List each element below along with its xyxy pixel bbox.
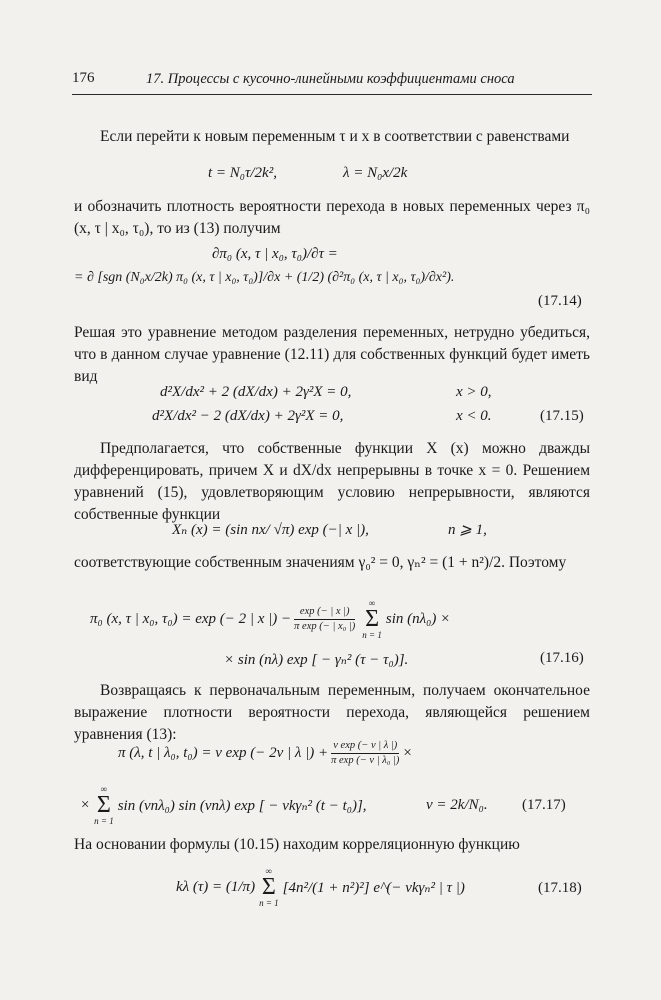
summation-sign: [94, 784, 114, 826]
paragraph-3: Решая это уравнение методом разделения переменных, нетрудно убедиться, что в данном случае уравнение (12.11) для собственных функций будет иметь вид: [74, 324, 590, 385]
paragraph-7: На основании формулы (10.15) находим корреляционную функцию: [74, 836, 520, 853]
times-sign: ×: [80, 796, 91, 813]
paragraph-1: Если перейти к новым переменным τ и x в соответствии с равенствами: [100, 128, 570, 145]
equation-17-15-condition2: x < 0.: [456, 408, 492, 424]
summation-sign: [259, 866, 279, 908]
equation-17-17-line2: [80, 784, 367, 826]
equation-17-16-line1: [90, 598, 450, 640]
equation-17-17-fraction: [331, 740, 399, 767]
times-sign: ×: [402, 745, 413, 761]
paragraph-6: Возвращаясь к первоначальным переменным, получаем окончательное выражение плотности вероятности перехода, являющейся решением уравнения (13):: [74, 682, 590, 743]
sum-lower-limit: n = 1: [94, 816, 114, 826]
equation-17-14-line1: ∂π₀ (x, τ | x₀, τ₀)/∂τ =: [212, 246, 338, 262]
equation-17-16-fraction: [294, 606, 355, 633]
equation-substitution-lambda: λ = N₀x/2k: [343, 165, 408, 181]
equation-17-18: [176, 866, 465, 908]
sigma-symbol: Σ: [365, 606, 380, 632]
paragraph-5: соответствующие собственным значениям γ₀² = 0, γₙ² = (1 + n²)/2. Поэтому: [74, 554, 567, 571]
sigma-symbol: Σ: [96, 792, 111, 818]
equation-number-17-18: (17.18): [538, 880, 582, 896]
equation-17-17-condition: ν = 2k/N₀.: [426, 797, 488, 813]
equation-number-17-15: (17.15): [540, 408, 584, 424]
equation-17-15-condition1: x > 0,: [456, 384, 492, 400]
fraction-numerator: exp (− | x |): [294, 606, 355, 620]
fraction-denominator: π exp (− | x₀ |): [294, 620, 356, 632]
equation-substitution-t: t = N₀τ/2k²,: [208, 165, 277, 181]
equation-17-15-line2: d²X/dx² − 2 (dX/dx) + 2γ²X = 0,: [152, 408, 344, 424]
equation-eigenfunctions-condition: n ⩾ 1,: [448, 522, 487, 538]
equation-17-18-lhs: kλ (τ) = (1/π): [176, 878, 256, 895]
equation-eigenfunctions: Xₙ (x) = (sin nx/ √π) exp (−| x |),: [172, 522, 369, 538]
paragraph-4: Предполагается, что собственные функции X (x) можно дважды дифференцировать, причем X и dX/dx непрерывны в точке x = 0. Решением уравнений (15), удовлетворяющим условию непрерывности, являются собственные функции: [74, 440, 590, 523]
equation-17-16-rhs: sin (nλ₀) ×: [385, 610, 451, 627]
equation-17-18-rhs: [4n²/(1 + n²)²] e^(− νkγₙ² | τ |): [282, 879, 465, 896]
equation-17-16-lhs: π₀ (x, τ | x₀, τ₀) = exp (− 2 | x |) −: [90, 610, 292, 627]
fraction-denominator: π exp (− ν | λ₀ |): [331, 755, 400, 766]
equation-17-17-line1: [118, 740, 413, 767]
sum-upper-limit: ∞: [368, 598, 376, 608]
sum-lower-limit: n = 1: [259, 898, 279, 908]
running-header: 17. Процессы с кусочно-линейными коэффициентами сноса: [146, 71, 515, 87]
header-rule: [72, 94, 592, 95]
equation-17-15-line1: d²X/dx² + 2 (dX/dx) + 2γ²X = 0,: [160, 384, 352, 400]
summation-sign: [362, 598, 382, 640]
equation-17-17-product: sin (νnλ₀) sin (νnλ) exp [ − νkγₙ² (t − t₀)],: [117, 797, 367, 814]
equation-number-17-14: (17.14): [538, 293, 582, 309]
equation-17-14-line2: = ∂ [sgn (N₀x/2k) π₀ (x, τ | x₀, τ₀)]/∂x + (1/2) (∂²π₀ (x, τ | x₀, τ₀)/∂x²).: [74, 270, 455, 285]
page-number: 176: [72, 70, 95, 86]
sum-upper-limit: ∞: [100, 784, 108, 794]
equation-17-16-line2: × sin (nλ) exp [ − γₙ² (τ − τ₀)].: [224, 652, 409, 668]
sigma-symbol: Σ: [261, 874, 276, 900]
paragraph-2: и обозначить плотность вероятности перехода в новых переменных через π₀ (x, τ | x₀, τ₀), то из (13) получим: [74, 198, 590, 237]
sum-lower-limit: n = 1: [362, 630, 382, 640]
equation-number-17-17: (17.17): [522, 797, 566, 813]
sum-upper-limit: ∞: [265, 866, 273, 876]
equation-17-17-lhs: π (λ, t | λ₀, t₀) = ν exp (− 2ν | λ |) +: [118, 745, 329, 761]
fraction-numerator: ν exp (− ν | λ |): [331, 740, 399, 754]
equation-number-17-16: (17.16): [540, 650, 584, 666]
